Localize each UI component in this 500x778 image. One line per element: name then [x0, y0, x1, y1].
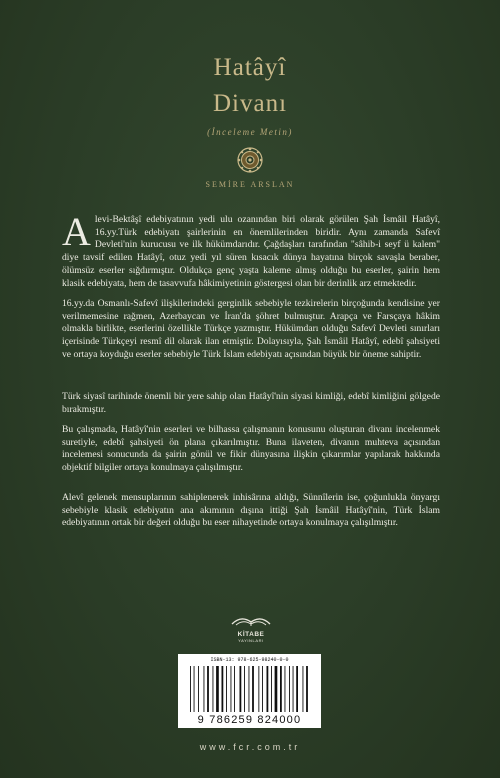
barcode-bar	[280, 666, 282, 712]
barcode-bar	[289, 666, 290, 712]
barcode-bar	[198, 666, 199, 712]
barcode-bar	[271, 666, 272, 712]
barcode-bar	[249, 666, 250, 712]
blurb-paragraph-5: Alevî gelenek mensuplarının sahiplenerek inhisârına aldığı, Sünnîlerin ise, çoğunlukla önyargı sebebiyle klasik edebiyatın ana akımının dışına ittiği Şah İsmâil Hatâyî'nin, Türk İslam edebiyatının ortak bir değeri olduğu bu eser nihayetinde ortaya konulmaya çalışılmıştır.	[62, 492, 440, 529]
book-logo-icon	[228, 613, 274, 627]
barcode-bar	[204, 666, 205, 712]
barcode-bar	[293, 666, 294, 712]
barcode-bars-icon	[188, 666, 311, 712]
barcode-bar	[234, 666, 235, 712]
book-title-line-1: Hatâyî	[213, 54, 287, 81]
barcode-bar	[285, 666, 286, 712]
book-subtitle: (İnceleme Metin)	[207, 127, 293, 137]
barcode-bar	[275, 666, 278, 712]
blurb-paragraph-3: Türk siyasî tarihinde önemli bir yere sahip olan Hatâyî'nin siyasi kimliği, edebî kimliğini gölgede bırakmıştır.	[62, 391, 440, 415]
barcode-bar	[213, 666, 214, 712]
author-name: SEMİRE ARSLAN	[205, 180, 295, 189]
publisher-logo	[228, 612, 274, 643]
blurb-paragraph-1-text: levi-Bektâşî edebiyatının yedi ulu ozanından biri olarak görülen Şah İsmâil Hatâyî, 16.yy.Türk edebiyatı şairlerinin en önemlilerinden biridir. Aynı zamanda Safevî Devleti'nin kurucusu ve ilk hükümdarıdır. Çağdaşları tarafından "sâhib-i seyf ü kalem" diye tavsif edilen Hatâyî, otuz yedi yıl süren kısacık dünya hayatına birçok savaşla beraber, ölümsüz eserler sığdırmıştır. Oldukça genç yaşta kaleme almış olduğu bu eserler, şairin hem klasik edebiyata, hem de tasavvufa hâkimiyetinin göstergesi olan bir derinlik arz etmektedir.	[62, 214, 440, 289]
rosette-ornament-icon	[236, 146, 264, 174]
barcode-bar	[194, 666, 195, 712]
barcode-bar	[267, 666, 269, 712]
barcode-bar	[296, 666, 298, 712]
blurb-paragraph-2: 16.yy.da Osmanlı-Safevî ilişkilerindeki gerginlik sebebiyle tezkirelerin birçoğunda kendisine yer verilmemesine rağmen, Azerbaycan ve İran'da şöhret bulmuştur. Arapça ve Farsçaya hâkim olmakla birlikte, eserlerini özellikle Türkçe yazmıştır. Hükümdarı olduğu Safevî Devleti sınırları içerisinde Türkçeyi resmî dil olarak ilan etmiştir. Dolayısıyla, Şah İsmâil Hatâyî, edebî şahsiyeti ve ortaya koyduğu eserler sebebiyle Türk İslam edebiyatı açısından büyük bir öneme sahiptir.	[62, 298, 440, 360]
barcode-bar	[207, 666, 209, 712]
barcode-bar	[252, 666, 254, 712]
barcode-bar	[303, 666, 304, 712]
barcode-bar	[244, 666, 245, 712]
barcode-bar	[306, 666, 308, 712]
barcode-bar	[226, 666, 227, 712]
publisher-name: KİTABE	[237, 631, 265, 638]
barcode-bar	[216, 666, 219, 712]
publisher-website: www.fcr.com.tr	[199, 742, 301, 752]
book-title-line-2: Divanı	[212, 90, 288, 117]
publisher-sub: YAYINLARI	[238, 638, 264, 643]
barcode-number: 9 786259 824000	[197, 714, 302, 726]
isbn-text: ISBN-13: 978-625-98240-0-0	[210, 657, 289, 663]
barcode-bar	[231, 666, 232, 712]
blurb-paragraph-4: Bu çalışmada, Hatâyî'nin eserleri ve bilhassa çalışmanın konusunu oluşturan divanı incelenmek suretiyle, edebî şahsiyeti ön plana çıkarılmıştır. Buna ilaveten, divanın muhteva açısından incelemesi sonucunda da şairin gönül ve fikir dünyasına ilişkin çıkarımlar yapılarak hakkında objektif bilgiler ortaya konulmaya çalışılmıştır.	[62, 424, 440, 474]
isbn-barcode	[178, 654, 321, 728]
barcode-bar	[190, 666, 191, 712]
blurb-paragraph-1	[62, 209, 440, 290]
barcode-bar	[222, 666, 224, 712]
drop-cap: A	[62, 209, 91, 254]
barcode-bar	[258, 666, 259, 712]
barcode-bar	[262, 666, 263, 712]
barcode-bar	[240, 666, 242, 712]
